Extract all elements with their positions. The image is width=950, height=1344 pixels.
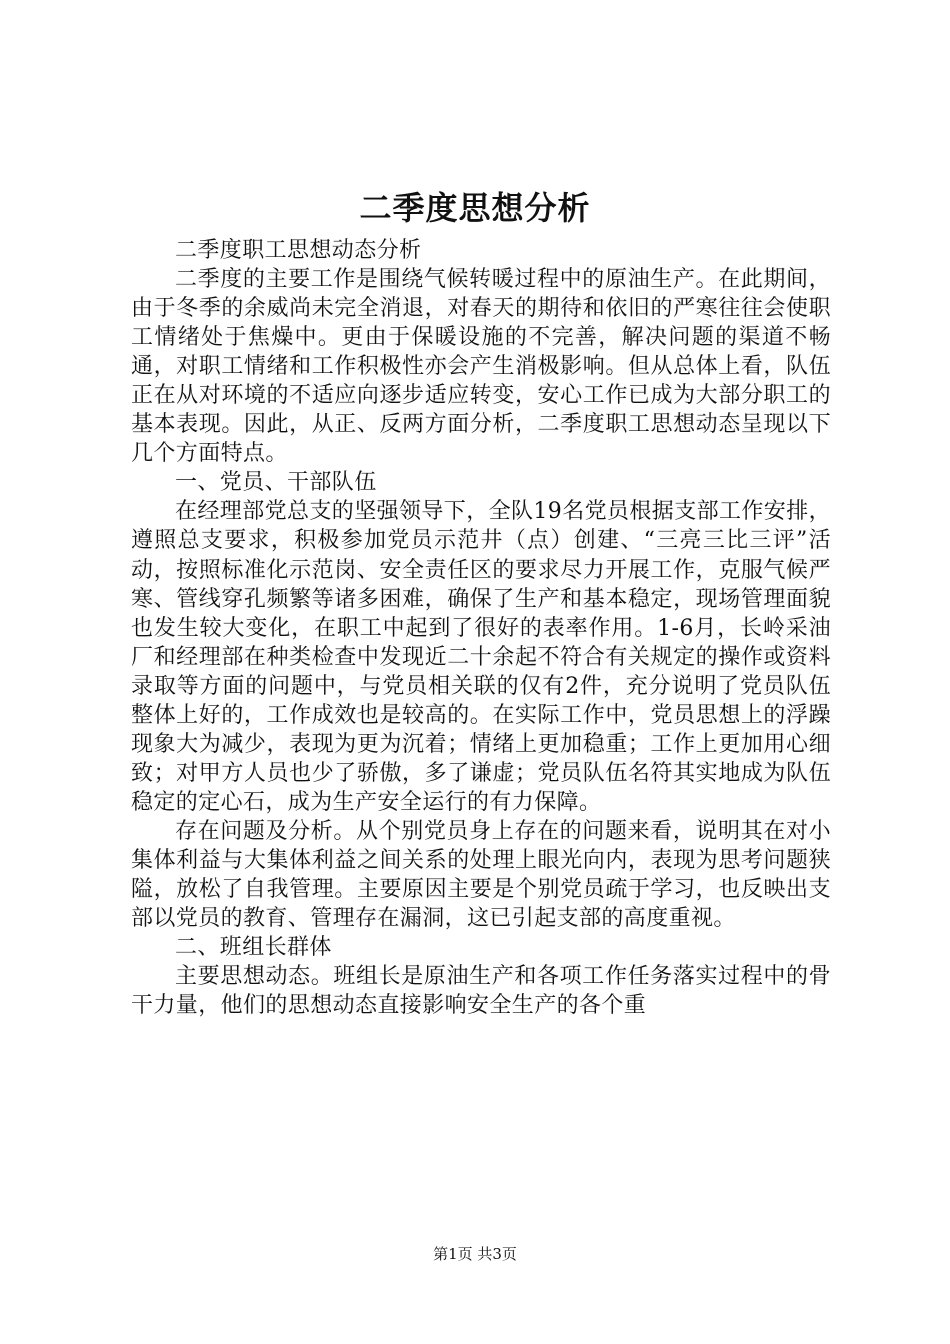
page-footer: 第1页 共3页 bbox=[433, 1245, 517, 1263]
section-heading-party-members: 一、党员、干部队伍 bbox=[175, 470, 377, 496]
section-heading-team-leaders: 二、班组长群体 bbox=[175, 935, 332, 961]
paragraph-problems-analysis: 存在问题及分析。从个别党员身上存在的问题来看，说明其在对小集体利益与大集体利益之间关系的处理上眼光向内，表现为思考问题狭隘，放松了自我管理。主要原因主要是个别党员疏于学习，也反映出支部以党员的教育、管理存在漏洞，这已引起支部的高度重视。 bbox=[131, 818, 831, 932]
paragraph-team-leaders: 主要思想动态。班组长是原油生产和各项工作任务落实过程中的骨干力量，他们的思想动态直接影响安全生产的各个重 bbox=[131, 964, 831, 1019]
document-body bbox=[131, 236, 831, 1020]
paragraph-party-members: 在经理部党总支的坚强领导下，全队19名党员根据支部工作安排，遵照总支要求，积极参加党员示范井（点）创建、“三亮三比三评”活动，按照标准化示范岗、安全责任区的要求尽力开展工作，克服气候严寒、管线穿孔频繁等诸多困难，确保了生产和基本稳定，现场管理面貌也发生较大变化，在职工中起到了很好的表率作用。1-6月，长岭采油厂和经理部在种类检查中发现近二十余起不符合有关规定的操作或资料录取等方面的问题中，与党员相关联的仅有2件，充分说明了党员队伍整体上好的，工作成效也是较高的。在实际工作中，党员思想上的浮躁现象大为减少，表现为更为沉着；情绪上更加稳重；工作上更加用心细致；对甲方人员也少了骄傲，多了谦虚；党员队伍名符其实地成为队伍稳定的定心石，成为生产安全运行的有力保障。 bbox=[131, 499, 831, 815]
paragraph-subtitle: 二季度职工思想动态分析 bbox=[175, 238, 422, 263]
document-title: 二季度思想分析 bbox=[359, 189, 591, 227]
paragraph-intro: 二季度的主要工作是围绕气候转暖过程中的原油生产。在此期间，由于冬季的余威尚未完全消退，对春天的期待和依旧的严寒往往会使职工情绪处于焦燥中。更由于保暖设施的不完善，解决问题的渠道不畅通，对职工情绪和工作积极性亦会产生消极影响。但从总体上看，队伍正在从对环境的不适应向逐步适应转变，安心工作已成为大部分职工的基本表现。因此，从正、反两方面分析，二季度职工思想动态呈现以下几个方面特点。 bbox=[131, 267, 831, 467]
